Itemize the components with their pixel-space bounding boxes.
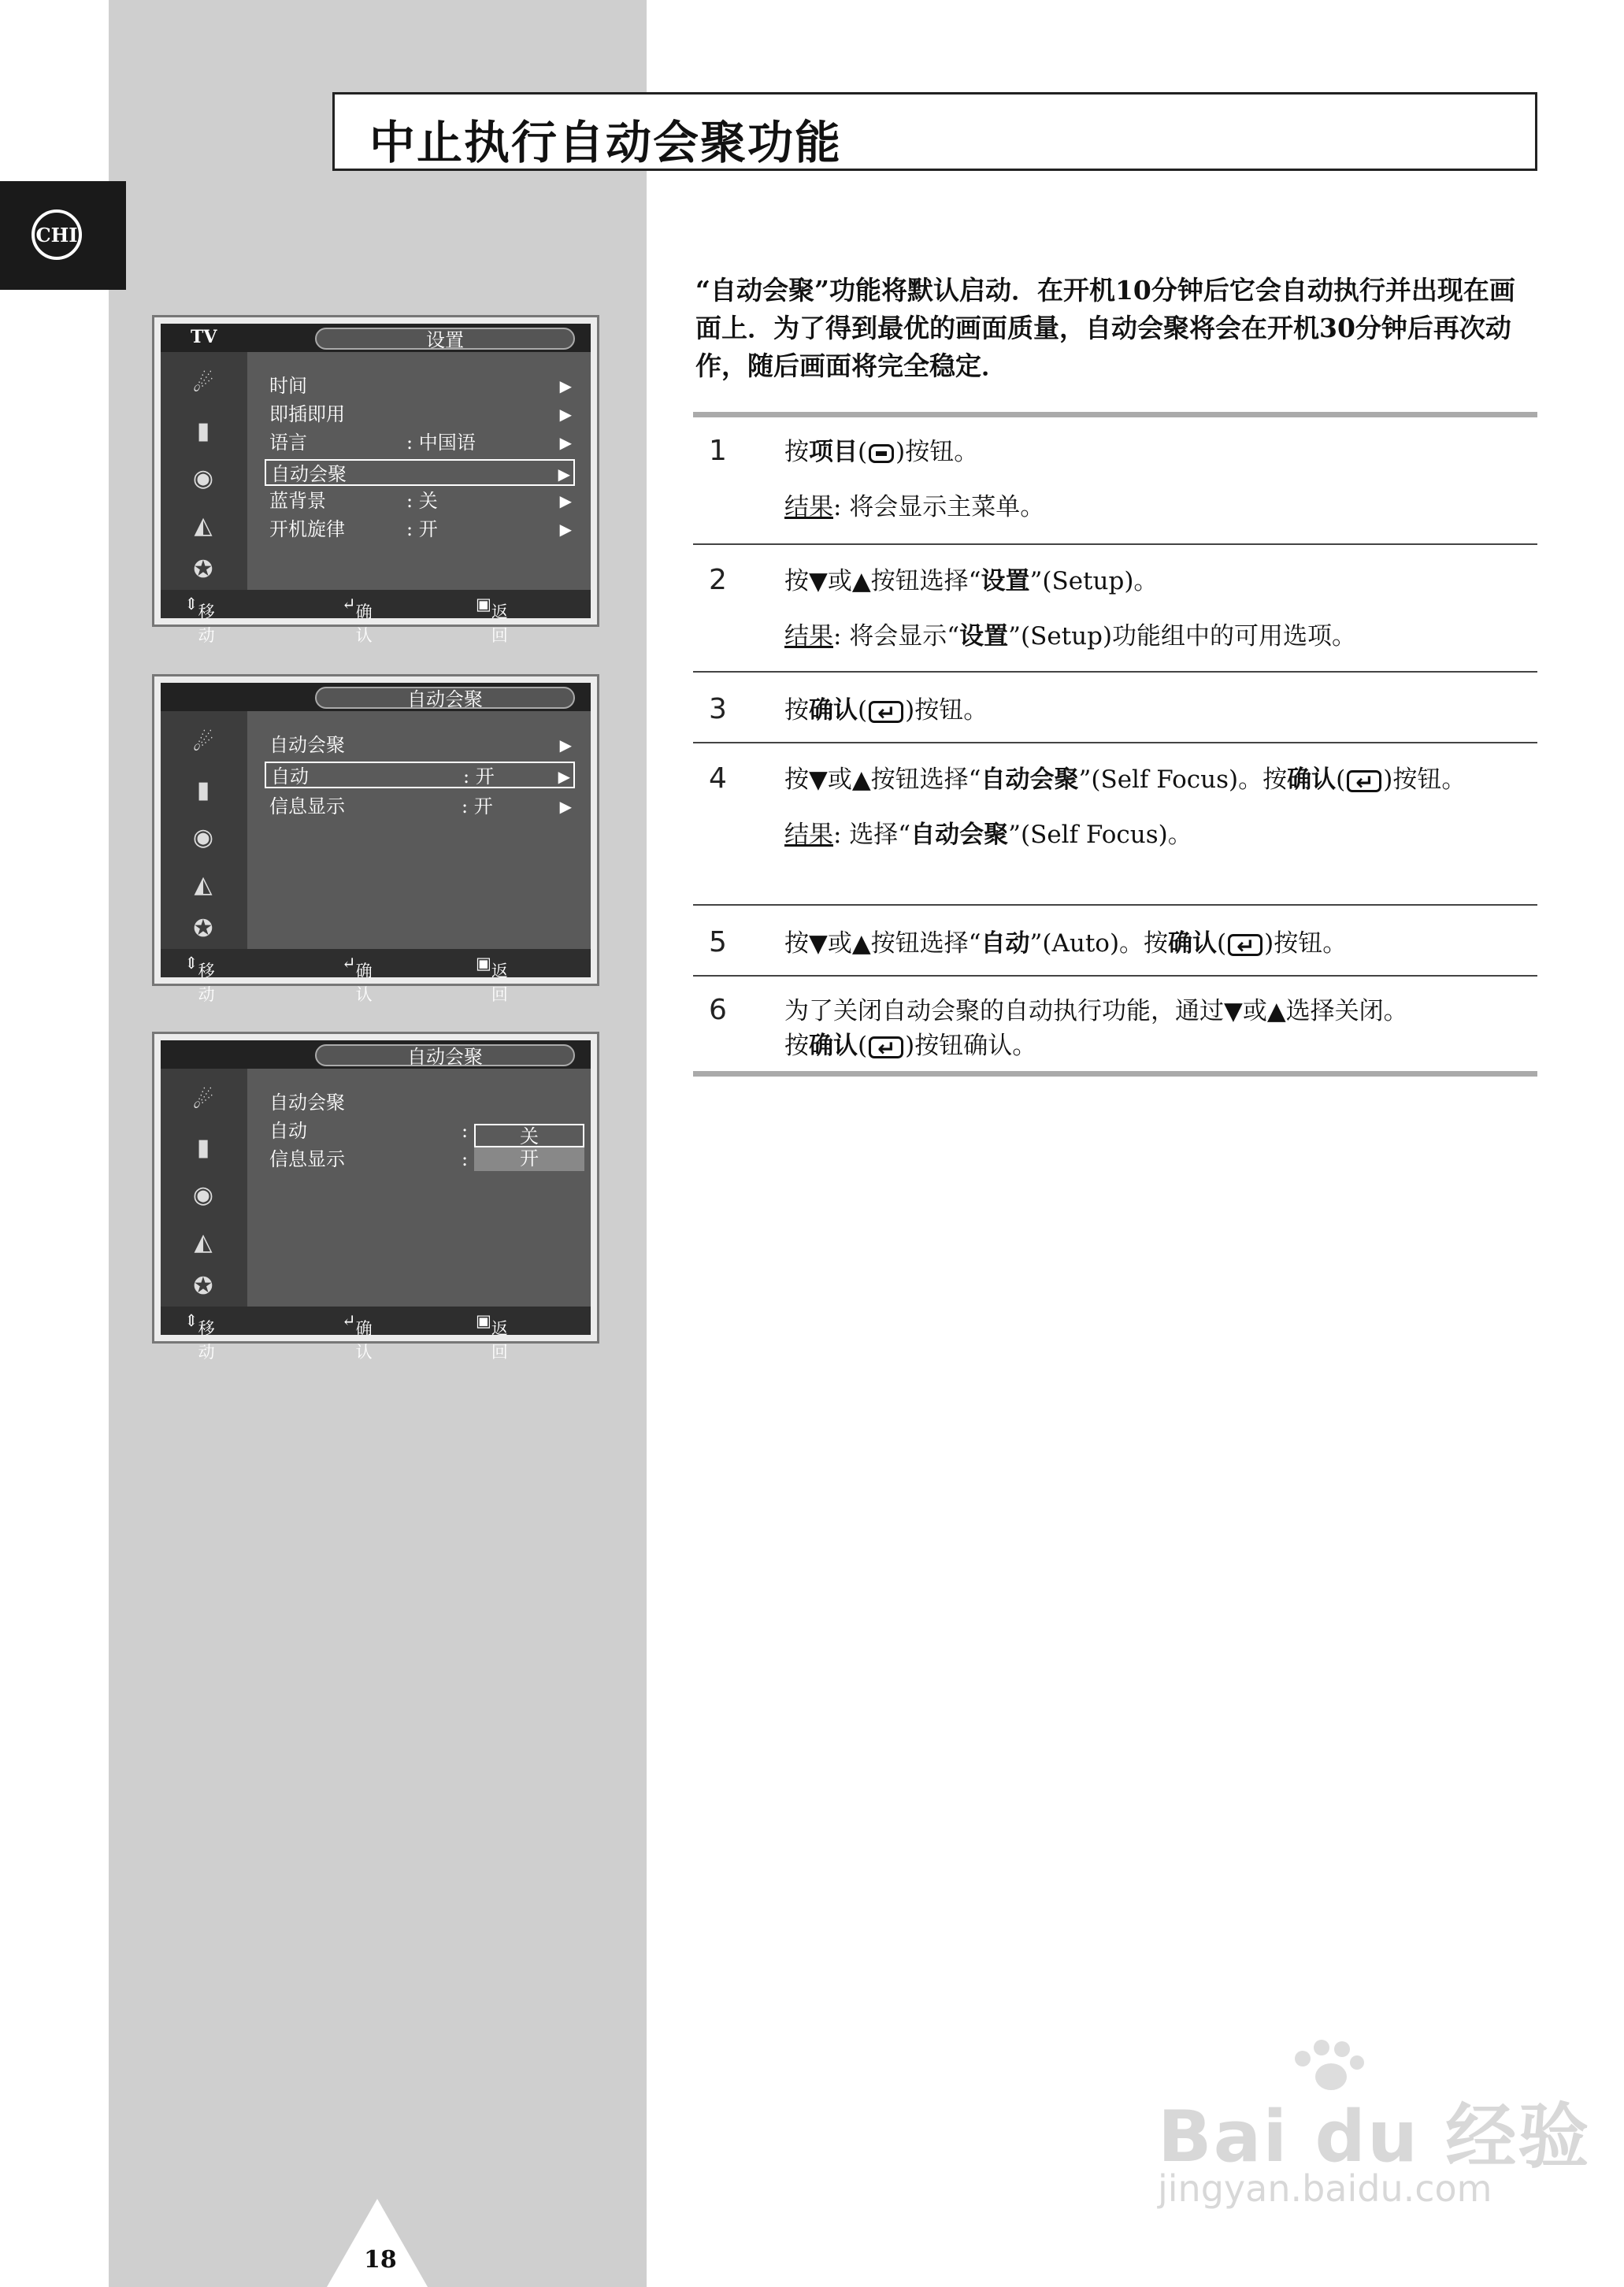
sound-icon: ◉ <box>192 464 214 492</box>
enter-icon <box>869 1036 903 1058</box>
enter-icon <box>869 701 903 723</box>
antenna-icon: ☄ <box>192 728 214 757</box>
channel-icon: ◭ <box>194 870 213 899</box>
tv-osd-setup-menu <box>152 315 599 645</box>
osd-menu-item[interactable]: 自动 : <box>269 1120 469 1142</box>
osd-menu-item[interactable]: 时间 ▶ <box>269 375 572 397</box>
enter-icon <box>1347 770 1381 792</box>
tv-label: TV <box>191 327 217 347</box>
osd-footer: ⇕ 移动 ↵ 确认 ▣ 返回 <box>161 1307 591 1335</box>
osd-header: 设置 <box>315 328 575 350</box>
result-label: 结果 <box>784 493 833 521</box>
step-6-text: 为了关闭自动会聚的自动执行功能，通过▼或▲选择关闭。 按确认(↵ )按钮确认。 <box>784 994 1533 1063</box>
osd-menu-item[interactable]: 自动会聚 ▶ <box>269 734 572 756</box>
osd-menu-item[interactable]: 即插即用 ▶ <box>269 403 572 425</box>
step-3-text: 按确认(↵ )按钮。 <box>784 693 1533 728</box>
step-divider <box>693 543 1537 545</box>
step-divider <box>693 742 1537 743</box>
picture-icon: ▮ <box>196 776 210 804</box>
tv-osd-selffocus-menu <box>152 674 599 1004</box>
step-1-result: : 将会显示主菜单。 <box>833 493 1045 521</box>
setup-icon: ✪ <box>193 555 213 584</box>
menu-icon <box>869 444 894 463</box>
step-number: 4 <box>709 762 727 795</box>
tv-osd-auto-options <box>152 1032 599 1362</box>
sound-icon: ◉ <box>192 823 214 851</box>
step-divider <box>693 671 1537 673</box>
osd-menu-item[interactable]: 信息显示 : 开 ▶ <box>269 795 572 817</box>
antenna-icon: ☄ <box>192 369 214 398</box>
osd-menu-item[interactable]: 开机旋律 : 开 ▶ <box>269 518 572 540</box>
steps-bottom-rule <box>693 1071 1537 1077</box>
step-number: 3 <box>709 693 727 725</box>
option-on[interactable]: 开 <box>474 1147 584 1171</box>
watermark-url: jingyan.baidu.com <box>1158 2167 1492 2210</box>
osd-footer: ⇕ 移动 ↵ 确认 ▣ 返回 <box>161 590 591 618</box>
step-4-text: 按▼或▲按钮选择“自动会聚”(Self Focus)。按确认(↵ )按钮。 结果: 选择“自动会聚”(Self Focus)。 <box>784 762 1533 852</box>
osd-header: 自动会聚 <box>315 687 575 709</box>
enter-icon <box>1228 934 1262 956</box>
osd-side-icons <box>161 711 247 949</box>
osd-menu-item[interactable]: 蓝背景 : 关 ▶ <box>269 490 572 512</box>
osd-side-icons <box>161 352 247 590</box>
step-5-text: 按▼或▲按钮选择“自动”(Auto)。按确认(↵ )按钮。 <box>784 926 1533 961</box>
osd-menu-item[interactable]: 语言 : 中国语 ▶ <box>269 432 572 454</box>
watermark-logo: Bai du 经验 <box>1158 2096 1591 2178</box>
picture-icon: ▮ <box>196 417 210 445</box>
osd-menu-item-selected[interactable]: 自动 : 开 ▶ <box>265 762 575 788</box>
step-2-text: 按▼或▲按钮选择“设置”(Setup)。 结果: 将会显示“设置”(Setup)功能组中的可用选项。 <box>784 567 1357 651</box>
step-divider <box>693 904 1537 906</box>
page-number-tab <box>327 2199 428 2287</box>
intro-paragraph: “自动会聚”功能将默认启动．在开机10分钟后它会自动执行并出现在画面上．为了得到最优的画面质量，自动会聚将会在开机30分钟后再次动作，随后画面将完全稳定． <box>695 275 1515 381</box>
osd-menu-item-selected[interactable]: 自动会聚 ▶ <box>265 459 575 486</box>
step-divider <box>693 975 1537 977</box>
osd-footer: ⇕ 移动 ↵ 确认 ▣ 返回 <box>161 949 591 977</box>
language-badge: CHI <box>32 209 82 260</box>
step-1-text: 按项目( )按钮。 结果: 将会显示主菜单。 <box>784 438 1045 521</box>
steps-top-rule <box>693 412 1537 417</box>
step-number: 2 <box>709 564 727 596</box>
setup-icon: ✪ <box>193 914 213 943</box>
result-label: 结果 <box>784 821 833 849</box>
result-label: 结果 <box>784 622 833 651</box>
step-number: 5 <box>709 926 727 958</box>
title-box <box>332 92 1537 171</box>
language-tab <box>0 181 126 290</box>
step-number: 1 <box>709 435 727 467</box>
channel-icon: ◭ <box>194 1228 213 1256</box>
sound-icon: ◉ <box>192 1181 214 1209</box>
setup-icon: ✪ <box>193 1272 213 1300</box>
osd-side-icons <box>161 1069 247 1307</box>
option-off[interactable]: 关 <box>474 1124 584 1147</box>
channel-icon: ◭ <box>194 511 213 539</box>
page-title: 中止执行自动会聚功能 <box>369 116 843 169</box>
antenna-icon: ☄ <box>192 1086 214 1114</box>
osd-menu-item[interactable]: 自动会聚 <box>269 1092 345 1114</box>
picture-icon: ▮ <box>196 1133 210 1162</box>
osd-menu-item[interactable]: 信息显示 : <box>269 1148 469 1170</box>
step-number: 6 <box>709 994 727 1026</box>
osd-header: 自动会聚 <box>315 1044 575 1066</box>
page-number: 18 <box>364 2246 397 2274</box>
